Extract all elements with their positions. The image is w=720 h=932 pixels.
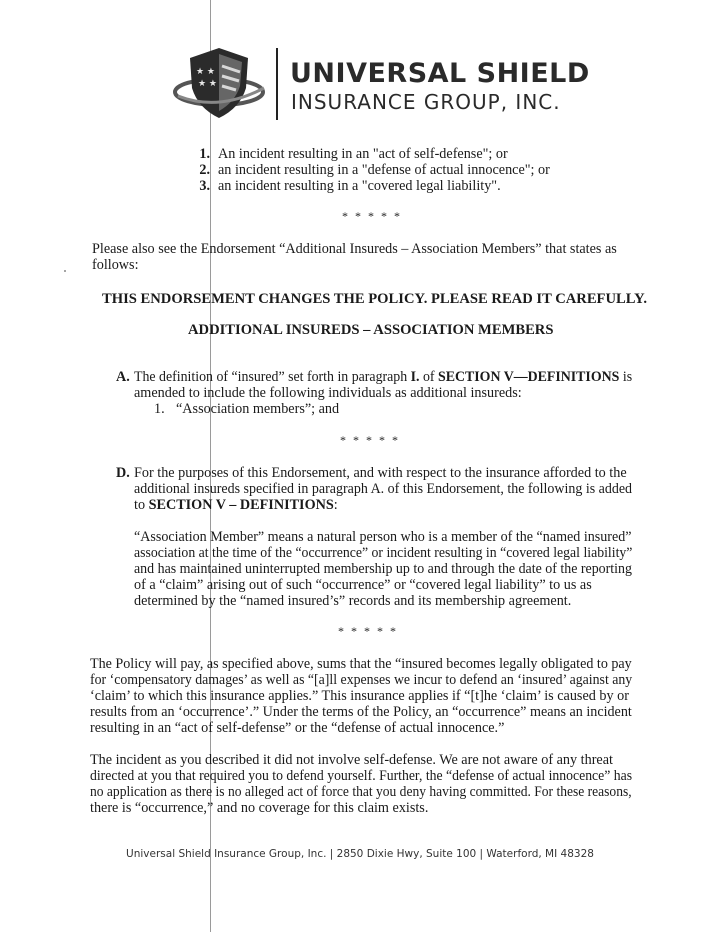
svg-text:★ ★: ★ ★ — [198, 79, 217, 89]
company-name: UNIVERSAL SHIELD — [290, 58, 590, 89]
section-d-line: For the purposes of this Endorsement, and with respect to the insurance afforded to the — [134, 465, 627, 481]
definition-line: and has maintained uninterrupted membership up to and through the date of the reporting — [134, 561, 632, 577]
section-d-line: to SECTION V – DEFINITIONS: — [134, 497, 338, 513]
policy-line: The Policy will pay, as specified above, sums that the “insured becomes legally obligated to pay — [90, 656, 632, 672]
svg-text:★ ★: ★ ★ — [196, 67, 215, 77]
endorsement-title: ADDITIONAL INSUREDS – ASSOCIATION MEMBERS — [188, 322, 554, 338]
section-d-label: D. — [116, 465, 130, 481]
intro-line: follows: — [92, 257, 139, 273]
conclusion-line: no application as there is no alleged act of force that you deny having committed. For these reasons, — [90, 784, 632, 800]
definition-line: association at the time of the “occurrence” or incident resulting in “covered legal liability” — [134, 545, 633, 561]
section-a-label: A. — [116, 369, 130, 385]
letterhead — [172, 44, 592, 124]
list-item: an incident resulting in a "covered legal liability". — [218, 178, 501, 194]
definition-line: determined by the “named insured’s” records and its membership agreement. — [134, 593, 572, 609]
section-separator: * * * * * — [340, 433, 400, 447]
list-item: an incident resulting in a "defense of actual innocence"; or — [218, 162, 550, 178]
policy-line: resulting in an “act of self-defense” or the “defense of actual innocence.” — [90, 720, 505, 736]
definition-line: “Association Member” means a natural person who is a member of the “named insured” — [134, 529, 632, 545]
list-item: An incident resulting in an "act of self-defense"; or — [218, 146, 508, 162]
conclusion-line: there is “occurrence,” and no coverage for this claim exists. — [90, 800, 429, 816]
section-separator: * * * * * — [338, 624, 398, 638]
list-number: 3. — [199, 178, 210, 194]
list-number: 2. — [199, 162, 210, 178]
section-a-item: “Association members”; and — [176, 401, 340, 417]
section-d-line: additional insureds specified in paragraph A. of this Endorsement, the following is added — [134, 481, 633, 497]
definition-line: of a “claim” arising out of such “occurrence” or “covered legal liability” to us as — [134, 577, 592, 593]
conclusion-line: The incident as you described it did not involve self-defense. We are not aware of any threat — [90, 752, 613, 768]
policy-line: ‘claim’ to which this insurance applies.” This insurance applies if “[t]he ‘claim’ is caused by or — [90, 688, 629, 704]
intro-line: Please also see the Endorsement “Additional Insureds – Association Members” that states as — [92, 241, 617, 257]
letterhead-footer: Universal Shield Insurance Group, Inc. | 2850 Dixie Hwy, Suite 100 | Waterford, MI 48328 — [126, 848, 594, 860]
section-separator: * * * * * — [342, 209, 402, 223]
section-a-line: amended to include the following individuals as additional insureds: — [134, 385, 522, 401]
logo-divider — [276, 48, 278, 120]
company-subtitle: INSURANCE GROUP, INC. — [291, 90, 561, 114]
section-a-line: The definition of “insured” set forth in paragraph I. of SECTION V—DEFINITIONS is — [134, 369, 633, 385]
endorsement-notice: THIS ENDORSEMENT CHANGES THE POLICY. PLEASE READ IT CAREFULLY. — [102, 291, 647, 307]
section-a-item-number: 1. — [154, 401, 165, 417]
policy-line: results from an ‘occurrence’.” Under the terms of the Policy, an “occurrence” means an incident — [90, 704, 632, 720]
shield-logo-icon — [172, 44, 270, 122]
scan-speck — [64, 270, 66, 272]
conclusion-line: directed at you that required you to defend yourself. Further, the “defense of actual innocence” has — [90, 768, 633, 784]
list-number: 1. — [199, 146, 210, 162]
policy-line: for ‘compensatory damages’ as well as “[a]ll expenses we incur to defend an ‘insured’ against any — [90, 672, 633, 688]
